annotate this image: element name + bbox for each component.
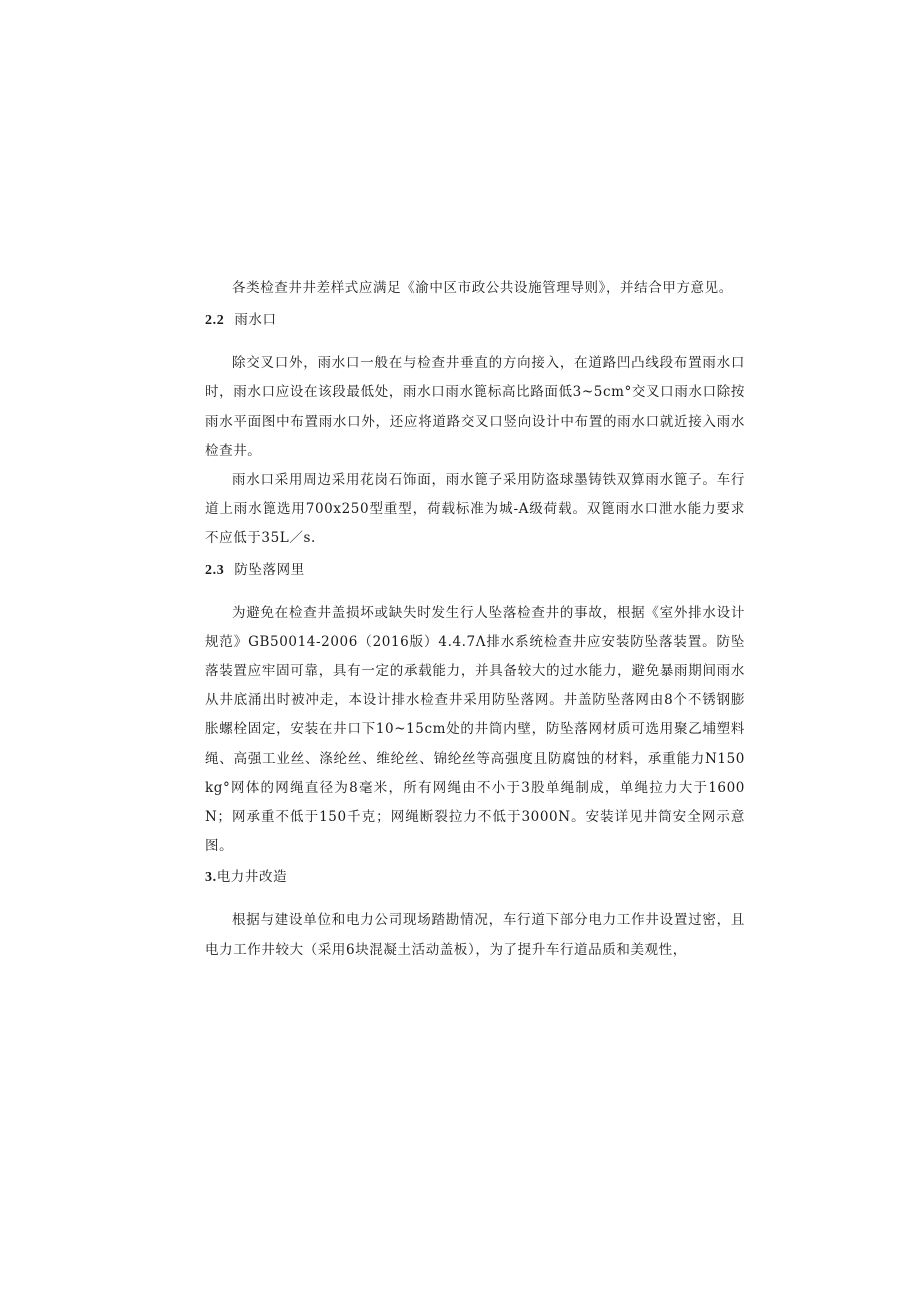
paragraph-anti-fall-net: 为避免在检查井盖损坏或缺失时发生行人坠落检查井的事故，根据《室外排水设计规范》GB50014-2006（2016版）4.4.7Λ排水系统检查井应安装防坠落装置。防坠落装置应牢固可靠，具有一定的承载能力，并具备较大的过水能力，避免暴雨期间雨水从井底涌出时被冲走，本设计排水检查井采用防坠落网。井盖防坠落网由8个不锈钢膨胀螺栓固定，安装在井口下10~15cm处的井筒内壁，防坠落网材质可选用聚乙埔塑料绳、高强工业丝、涤纶丝、维纶丝、锦纶丝等高强度且防腐蚀的材料，承重能力N150kg°网体的网绳直径为8毫米，所有网绳由不小于3股单绳制成，单绳拉力大于1600N；网承重不低于150千克；网绳断裂拉力不低于3000N。安装详见井筒安全网示意图。 [205,604,745,855]
section-title: 雨水口 [234,312,277,329]
section-heading-3 [205,863,745,892]
section-number: 2.2 [205,313,225,329]
paragraph-rain-inlet-layout: 除交叉口外，雨水口一般在与检查井垂直的方向接入，在道路凹凸线段布置雨水口时，雨水口应设在该段最低处，雨水口雨水篦标高比路面低3~5cm°交叉口雨水口除按雨水平面图中布置雨水口外，还应将道路交叉口竖向设计中布置的雨水口就近接入雨水检查井。 [205,355,745,459]
document-body [205,274,745,965]
section-title: 电力井改造 [216,869,288,886]
paragraph-manhole-style: 各类检查井井差样式应满足《渝中区市政公共设施管理导则》，并结合甲方意见。 [232,280,733,296]
section-number: 3. [205,870,217,886]
section-number: 2.3 [205,562,225,578]
section-heading-2-3 [205,556,745,585]
section-title: 防坠落网里 [234,561,305,578]
section-heading-2-2 [205,306,745,335]
paragraph-rain-inlet-grate: 雨水口采用周边采用花岗石饰面，雨水篦子采用防盗球墨铸铁双算雨水篦子。车行道上雨水篦选用700x250型重型，荷载标准为城-A级荷载。双篦雨水口泄水能力要求不应低于35L／s. [205,472,745,547]
paragraph-power-well: 根据与建设单位和电力公司现场踏勘情况，车行道下部分电力工作井设置过密，且电力工作井较大（采用6块混凝土活动盖板），为了提升车行道品质和美观性， [205,912,745,958]
